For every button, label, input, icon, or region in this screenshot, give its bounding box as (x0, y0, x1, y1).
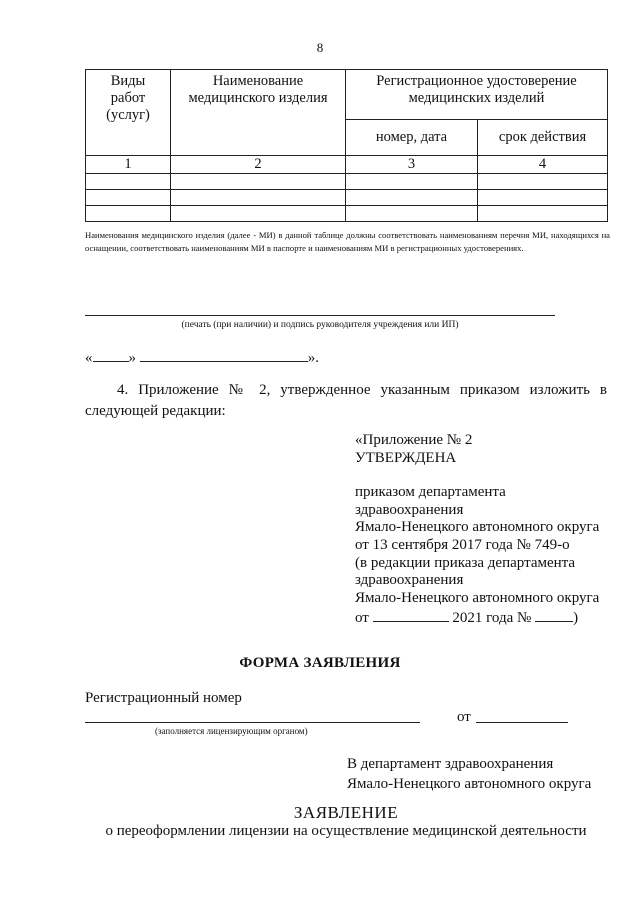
approval-revision-date: от 2021 года № ) (355, 607, 620, 628)
approval-date: от 13 сентября 2017 года № 749-о (355, 536, 570, 553)
header-work-types: Виды работ (услуг) (86, 70, 171, 156)
table-cell: 2 (171, 156, 346, 174)
date-line (85, 347, 319, 367)
table-cell: 1 (86, 156, 171, 174)
quote-open: « (85, 350, 93, 366)
header-registration-certificate: Регистрационное удостоверение медицинских изделий (346, 70, 608, 120)
header-number-date: номер, дата (346, 120, 478, 156)
form-title: ФОРМА ЗАЯВЛЕНИЯ (239, 655, 401, 671)
approval-region: Ямало-Ненецкого автономного округа (355, 519, 600, 536)
approval-approved: УТВЕРЖДЕНА (355, 449, 457, 466)
header-validity: срок действия (478, 120, 608, 156)
addressee-line-1: В департамент здравоохранения (347, 756, 554, 772)
approval-dept: здравоохранения (355, 501, 464, 518)
header-device-name: Наименование медицинского изделия (171, 70, 346, 156)
quote-close: » (128, 350, 136, 366)
approval-region-2: Ямало-Ненецкого автономного округа (355, 589, 600, 606)
registration-date-line (476, 722, 568, 723)
approval-dept-2: здравоохранения (355, 572, 464, 589)
registration-number-line (85, 722, 420, 723)
signature-caption: (печать (при наличии) и подпись руководителя учреждения или ИП) (181, 320, 459, 330)
approval-revision: (в редакции приказа департамента (355, 554, 576, 571)
approval-appendix: «Приложение № 2 (355, 432, 473, 448)
amendment-paragraph: 4. Приложение № 2, утвержденное указанным приказом изложить в следующей редакции: (85, 382, 607, 419)
signature-line (85, 315, 555, 316)
table-row (86, 206, 608, 222)
page-number: 8 (316, 40, 324, 55)
table-footnote: Наименования медицинского изделия (далее - МИ) в данной таблице должны соответствовать наименованиям перечня МИ, находящихся на оснащении, соответствовать наименованиям МИ в паспорте и наименованиям МИ в регистрационных удостоверениях. (85, 230, 610, 253)
medical-devices-table (85, 69, 608, 222)
day-blank (93, 347, 129, 362)
table-row-numbers (86, 156, 608, 174)
revision-number-blank (535, 607, 573, 622)
date-end: ». (307, 350, 319, 366)
table-row (86, 174, 608, 190)
registration-label: Регистрационный номер (85, 690, 242, 706)
table-cell: 4 (478, 156, 608, 174)
addressee (347, 754, 591, 794)
revision-date-blank (373, 607, 449, 622)
table-cell: 3 (346, 156, 478, 174)
month-year-blank (140, 347, 308, 362)
approval-block (355, 432, 620, 628)
approval-order: приказом департамента (355, 484, 506, 501)
table-row (86, 190, 608, 206)
document-subtitle: о переоформлении лицензии на осуществление медицинской деятельности (105, 823, 587, 839)
document-title: ЗАЯВЛЕНИЕ (293, 803, 399, 822)
addressee-line-2: Ямало-Ненецкого автономного округа (347, 776, 592, 792)
registration-caption: (заполняется лицензирующим органом) (155, 726, 308, 736)
registration-ot-label: от (457, 709, 471, 725)
